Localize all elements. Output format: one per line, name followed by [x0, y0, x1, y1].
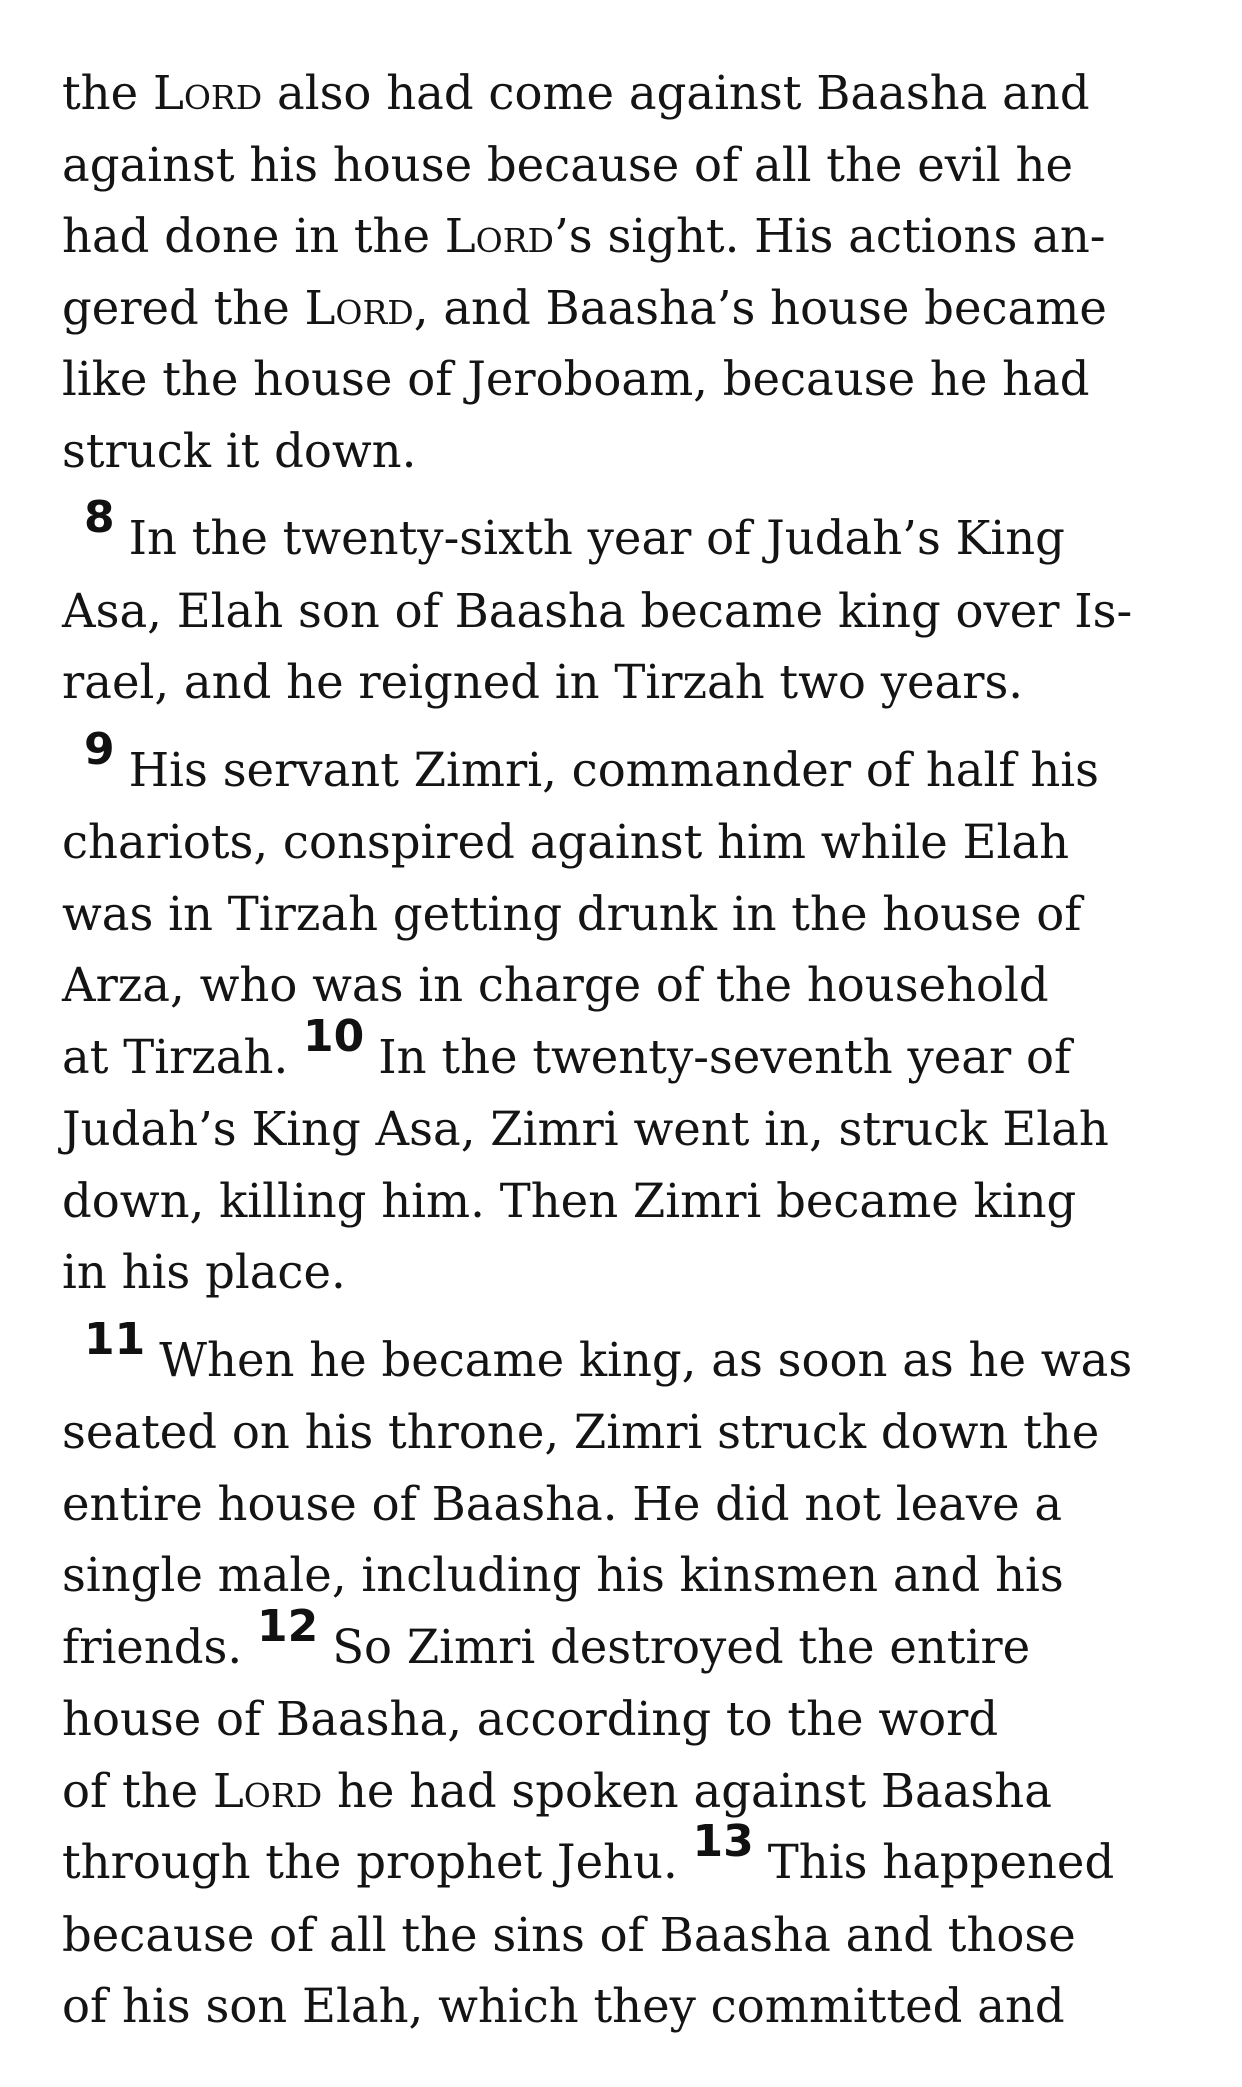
text-line: down, killing him. Then Zimri became king [62, 1173, 1077, 1228]
text-line: house of Baasha, according to the word [62, 1692, 999, 1746]
text-line: chariots, conspired against him while Elah [62, 815, 1070, 869]
text-line: because of all the sins of Baasha and those [62, 1907, 1076, 1962]
verse-number[interactable]: 8 [84, 492, 115, 543]
scripture-text [62, 58, 1202, 2043]
text-line: Judah’s King Asa, Zimri went in, struck Elah [62, 1102, 1109, 1156]
text-line: was in Tirzah getting drunk in the house of [62, 886, 1082, 941]
text-line: struck it down. [62, 423, 417, 478]
text-line: had done in the Lord’s sight. His actions an- [62, 209, 1106, 263]
text-line: in his place. [62, 1245, 346, 1299]
verse-number[interactable]: 10 [303, 1010, 365, 1062]
divine-name: Lord [444, 209, 555, 263]
text-line: friends. 12 So Zimri destroyed the entire [62, 1600, 1031, 1674]
text-line: of his son Elah, which they committed and [62, 1979, 1065, 2033]
verse-number[interactable]: 11 [84, 1313, 146, 1365]
text-line: against his house because of all the evil he [62, 137, 1073, 192]
paragraph-continuation [62, 58, 1202, 487]
text-line: 8 In the twenty-sixth year of Judah’s King [84, 492, 1065, 565]
divine-name: Lord [212, 1763, 323, 1818]
verse-9-paragraph [62, 723, 1202, 1309]
text-line: Asa, Elah son of Baasha became king over Is- [62, 583, 1133, 638]
text-line: the Lord also had come against Baasha and [62, 66, 1090, 120]
verse-number[interactable]: 12 [256, 1600, 319, 1652]
verse-number[interactable]: 9 [84, 723, 115, 775]
verse-number[interactable]: 13 [692, 1816, 754, 1867]
text-line: of the Lord he had spoken against Baasha [62, 1763, 1052, 1818]
text-line: through the prophet Jehu. 13 This happened [62, 1816, 1115, 1889]
text-line: single male, including his kinsmen and his [62, 1548, 1064, 1602]
divine-name: Lord [152, 66, 263, 120]
verse-11-paragraph [62, 1313, 1202, 2043]
verse-8-paragraph [62, 492, 1202, 719]
text-line: Arza, who was in charge of the household [62, 958, 1049, 1012]
text-line: 9 His servant Zimri, commander of half his [84, 723, 1100, 797]
text-line: entire house of Baasha. He did not leave a [62, 1476, 1063, 1531]
text-line: at Tirzah. 10 In the twenty-seventh year of [62, 1010, 1072, 1084]
text-line: like the house of Jeroboam, because he had [62, 352, 1090, 406]
text-line: seated on his throne, Zimri struck down the [62, 1405, 1100, 1459]
divine-name: Lord [304, 280, 414, 335]
text-line: gered the Lord, and Baasha’s house became [62, 280, 1107, 335]
text-line: rael, and he reigned in Tirzah two years. [62, 655, 1024, 709]
text-line: 11 When he became king, as soon as he was [84, 1313, 1133, 1387]
